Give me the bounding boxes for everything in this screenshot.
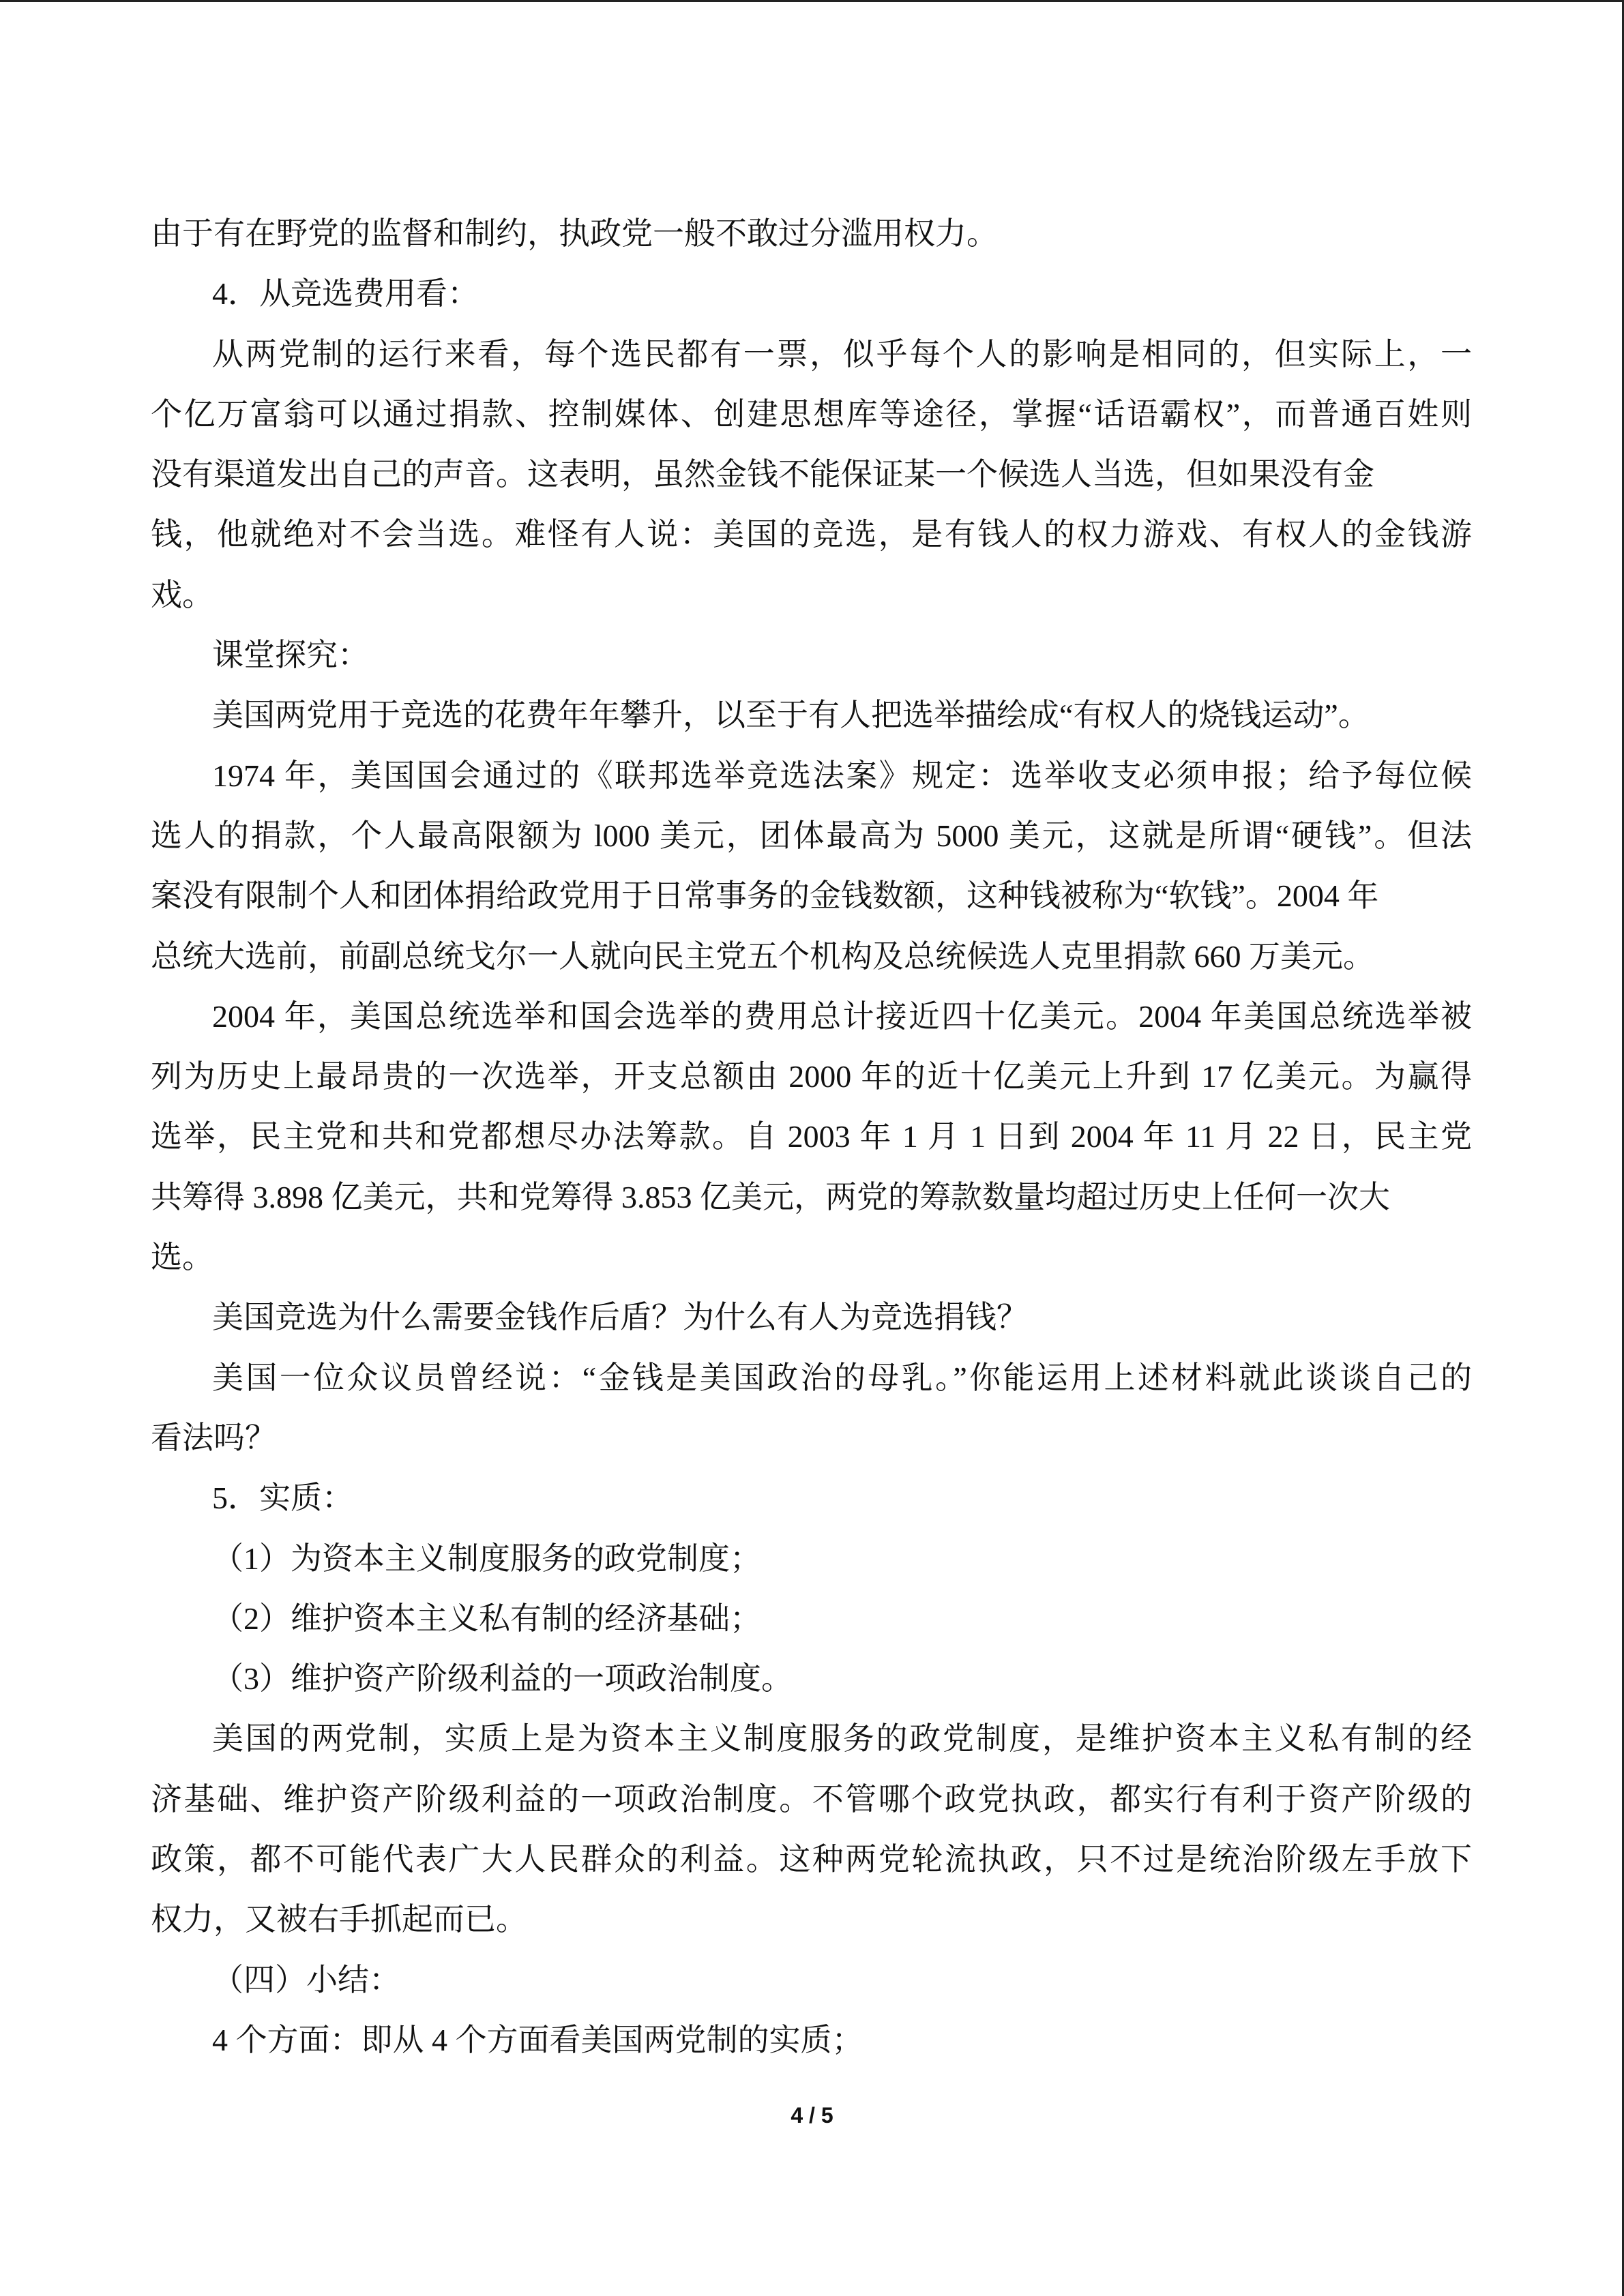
text-line: 选人的捐款，个人最高限额为 l000 美元，团体最高为 5000 美元，这就是所谓“硬钱”。但法 [151, 818, 1472, 853]
text-line: （3）维护资产阶级利益的一项政治制度。 [212, 1661, 793, 1697]
text-line: 没有渠道发出自己的声音。这表明，虽然金钱不能保证某一个候选人当选，但如果没有金 [151, 457, 1374, 492]
text-line: 列为历史上最昂贵的一次选举，开支总额由 2000 年的近十亿美元上升到 17 亿美元。为赢得 [151, 1059, 1472, 1094]
text-line: 看法吗？ [151, 1420, 276, 1455]
paragraph [151, 325, 1472, 625]
text-line: 选。 [151, 1240, 213, 1275]
section-heading [151, 625, 1472, 685]
text-line: 钱，他就绝对不会当选。难怪有人说：美国的竞选，是有钱人的权力游戏、有权人的金钱游 [151, 517, 1472, 552]
text-line: 戏。 [151, 577, 213, 612]
list-item [151, 1529, 1472, 1589]
text-line: 美国一位众议员曾经说：“金钱是美国政治的母乳。”你能运用上述材料就此谈谈自己的 [212, 1360, 1472, 1395]
section-heading [151, 1468, 1472, 1528]
text-line: 选举，民主党和共和党都想尽办法筹款。自 2003 年 1 月 1 日到 2004 年 11 月 22 日，民主党 [151, 1119, 1472, 1154]
paragraph [151, 1709, 1472, 1950]
text-line: 美国两党用于竞选的花费年年攀升，以至于有人把选举描绘成“有权人的烧钱运动”。 [212, 698, 1370, 733]
text-line: 从两党制的运行来看，每个选民都有一票，似乎每个人的影响是相同的，但实际上，一 [212, 336, 1472, 372]
text-line: （2）维护资本主义私有制的经济基础； [212, 1600, 761, 1636]
list-item [151, 1649, 1472, 1709]
text-line: 课堂探究： [212, 638, 369, 673]
text-line: 4 个方面：即从 4 个方面看美国两党制的实质； [212, 2022, 863, 2057]
paragraph [151, 204, 1472, 264]
document-body [151, 204, 1472, 2070]
text-line: （1）为资本主义制度服务的政党制度； [212, 1540, 761, 1576]
text-line: 共筹得 3.898 亿美元，共和党筹得 3.853 亿美元，两党的筹款数量均超过历史上任何一次大 [151, 1179, 1390, 1214]
section-heading [151, 264, 1472, 324]
text-line: 总统大选前，前副总统戈尔一人就向民主党五个机构及总统候选人克里捐款 660 万美元。 [151, 938, 1374, 974]
text-line: 2004 年，美国总统选举和国会选举的费用总计接近四十亿美元。2004 年美国总统选举被 [212, 998, 1472, 1034]
paragraph [151, 2010, 1472, 2070]
text-line: 案没有限制个人和团体捐给政党用于日常事务的金钱数额，这种钱被称为“软钱”。2004 年 [151, 878, 1379, 914]
paragraph [151, 685, 1472, 745]
page-number: 4 / 5 [791, 2103, 833, 2128]
text-line: （四）小结： [212, 1962, 400, 1997]
text-line: 济基础、维护资产阶级利益的一项政治制度。不管哪个政党执政，都实行有利于资产阶级的 [151, 1781, 1472, 1817]
paragraph [151, 746, 1472, 987]
text-line: 个亿万富翁可以通过捐款、控制媒体、创建思想库等途径，掌握“话语霸权”，而普通百姓则 [151, 396, 1472, 432]
text-line: 4．从竞选费用看： [212, 276, 479, 312]
text-line: 美国的两党制，实质上是为资本主义制度服务的政党制度，是维护资本主义私有制的经 [212, 1721, 1472, 1757]
question [151, 1348, 1472, 1469]
list-item [151, 1589, 1472, 1649]
text-line: 政策，都不可能代表广大人民群众的利益。这种两党轮流执政，只不过是统治阶级左手放下 [151, 1842, 1472, 1877]
text-line: 美国竞选为什么需要金钱作后盾？为什么有人为竞选捐钱？ [212, 1300, 1028, 1335]
text-line: 由于有在野党的监督和制约，执政党一般不敢过分滥用权力。 [151, 216, 998, 251]
text-line: 1974 年，美国国会通过的《联邦选举竞选法案》规定：选举收支必须申报；给予每位候 [212, 758, 1472, 793]
paragraph [151, 987, 1472, 1287]
question [151, 1287, 1472, 1347]
section-heading [151, 1950, 1472, 2010]
text-line: 权力，又被右手抓起而已。 [151, 1902, 527, 1937]
text-line: 5．实质： [212, 1480, 353, 1516]
